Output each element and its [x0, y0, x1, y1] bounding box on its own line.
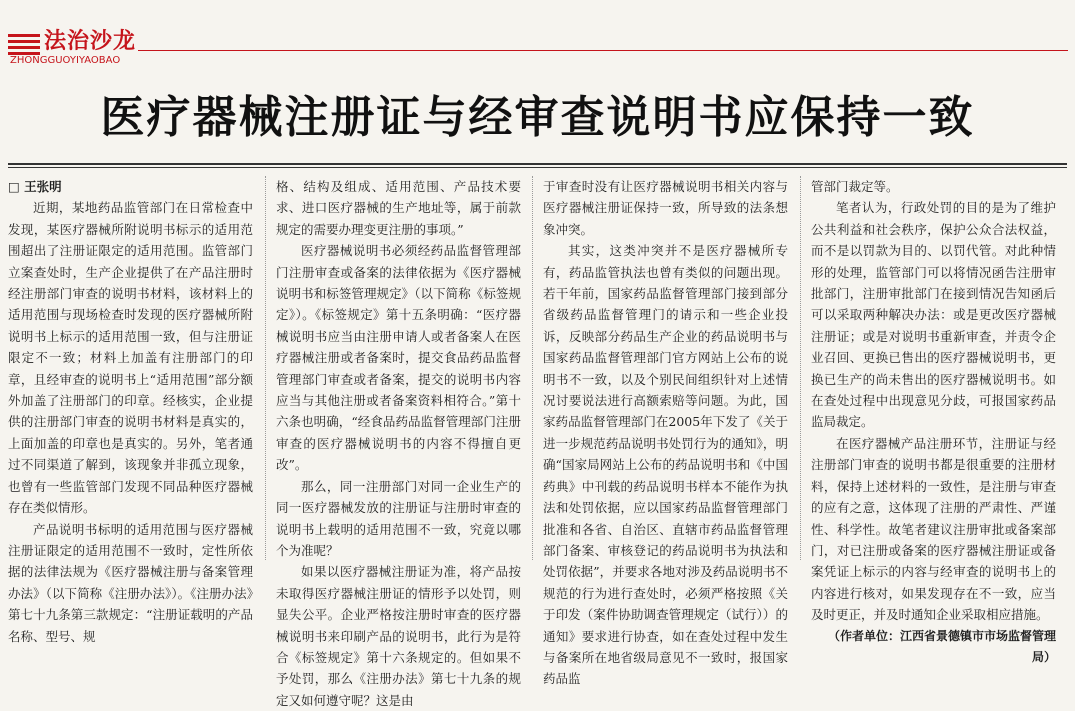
paragraph: 产品说明书标明的适用范围与医疗器械注册证限定的适用范围不一致时，定性所依据的法律法规为《医疗器械注册与备案管理办法》（以下简称《注册办法》）。《注册办法》第七十九条第三款规定：“注册证载明的产品名称、型号、规: [8, 521, 253, 644]
section-title: 法治沙龙: [44, 28, 137, 54]
paragraph: 在医疗器械产品注册环节，注册证与经注册部门审查的说明书都是很重要的注册材料，保持上述材料的一致性，是注册与审查的应有之意，这体现了注册的严肃性、严谨性、科学性。故笔者建议注册审批或备案部门，对已注册或备案的医疗器械注册证或备案凭证上标示的内容与经审查的说明书上的内容进行核对，如果发现存在不一致，应当及时更正，并及时通知企业采取相应措施。: [811, 435, 1056, 623]
headline: 医疗器械注册证与经审查说明书应保持一致: [100, 92, 975, 143]
byline: □ 王张明: [8, 179, 62, 194]
paragraph: 医疗器械说明书必须经药品监督管理部门注册审查或备案的法律依据为《医疗器械说明书和标签管理规定》（以下简称《标签规定》）。《标签规定》第十五条明确：“医疗器械说明书应当由注册申请人或者备案人在医疗器械注册或者备案时，提交食品药品监督管理部门审查或者备案，提交的说明书内容应当与其他注册或者备案资料相符合。”第十六条也明确，“经食品药品监督管理部门注册审查的医疗器械说明书的内容不得擅自更改”。: [276, 243, 521, 473]
section-pinyin: ZHONGGUOYIYAOBAO: [10, 55, 121, 66]
paragraph: 笔者认为，行政处罚的目的是为了维护公共利益和社会秩序，保护公众合法权益，而不是以罚款为目的、以罚代管。对此种情形的处理，监管部门可以将情况函告注册审批部门，注册审批部门在接到情况告知函后可以采取两种解决办法：或是更改医疗器械注册证；或是对说明书重新审查，并责令企业召回、更换已售出的医疗器械说明书，更换已生产的尚未售出的医疗器械说明书。如在查处过程中出现意见分歧，可报国家药品监局裁定。: [811, 200, 1056, 430]
section-masthead: [8, 28, 1068, 68]
paragraph: 于审查时没有让医疗器械说明书相关内容与医疗器械注册证保持一致，所导致的法条想象冲突。: [543, 179, 788, 237]
headline-rule: [8, 163, 1067, 165]
column-divider: [800, 176, 801, 560]
author-affiliation: （作者单位：江西省景德镇市市场监督管理局）: [827, 628, 1056, 664]
paragraph: 近期，某地药品监管部门在日常检查中发现，某医疗器械所附说明书标示的适用范围超出了注册证限定的适用范围。监管部门立案查处时，生产企业提供了在产品注册时经注册部门审查的说明书材料，该材料上的适用范围与现场检查时发现的医疗器械所附说明书上标示的适用范围一致，但与注册证限定不一致；材料上加盖有注册部门的印章，且经审查的说明书上“适用范围”部分额外加盖了注册部门的印章。经核实，企业提供的注册部门审查的说明书材料是真实的，上面加盖的印章也是真实的。另外，笔者通过不同渠道了解到，该现象并非孤立现象，也曾有一些监管部门发现不同品种医疗器械存在类似情形。: [8, 200, 253, 516]
article-column-1: [8, 176, 253, 647]
headline-rule-thin: [8, 167, 1067, 168]
article-column-4: [811, 176, 1056, 668]
paragraph: 格、结构及组成、适用范围、产品技术要求、进口医疗器械的生产地址等，属于前款规定的需要办理变更注册的事项。”: [276, 179, 521, 237]
column-divider: [532, 176, 533, 560]
section-rule: [138, 50, 1068, 51]
article-column-2: [276, 176, 521, 711]
paragraph: 管部门裁定等。: [811, 179, 899, 194]
paragraph: 其实，这类冲突并不是医疗器械所专有，药品监管执法也曾有类似的问题出现。若干年前，国家药品监督管理部门接到部分省级药品监督管理门的请示和一些企业投诉，反映部分药品生产企业的药品说明书与国家药品监督管理部门官方网站上公布的说明书不一致，以及个别民间组织针对上述情况讨要说法进行高额索赔等问题。为此，国家药品监督管理部门在2005年下发了《关于进一步规范药品说明书处罚行为的通知》，明确“国家局网站上公布的药品说明书和《中国药典》中刊载的药品说明书样本不能作为执法和处罚依据，应以国家药品监督管理部门批准和各省、自治区、直辖市药品监督管理部门备案、审核登记的药品说明书为执法和处罚依据”，并要求各地对涉及药品说明书不规范的行为进行查处时，必须严格按照《关于印发（案件协助调查管理规定（试行））的通知》要求进行协查，如在查处过程中发生与备案所在地省级局意见不一致时，报国家药品监: [543, 243, 788, 687]
paragraph: 如果以医疗器械注册证为准，将产品按未取得医疗器械注册证的情形予以处罚，则显失公平。企业严格按注册时审查的医疗器械说明书来印刷产品的说明书，此行为是符合《标签规定》第十六条规定的。但如果不予处罚，那么《注册办法》第七十九条的规定又如何遵守呢？这是由: [276, 564, 521, 708]
column-divider: [265, 176, 266, 560]
paragraph: 那么，同一注册部门对同一企业生产的同一医疗器械发放的注册证与注册时审查的说明书上载明的适用范围不一致，究竟以哪个为准呢？: [276, 478, 521, 558]
article-column-3: [543, 176, 788, 690]
